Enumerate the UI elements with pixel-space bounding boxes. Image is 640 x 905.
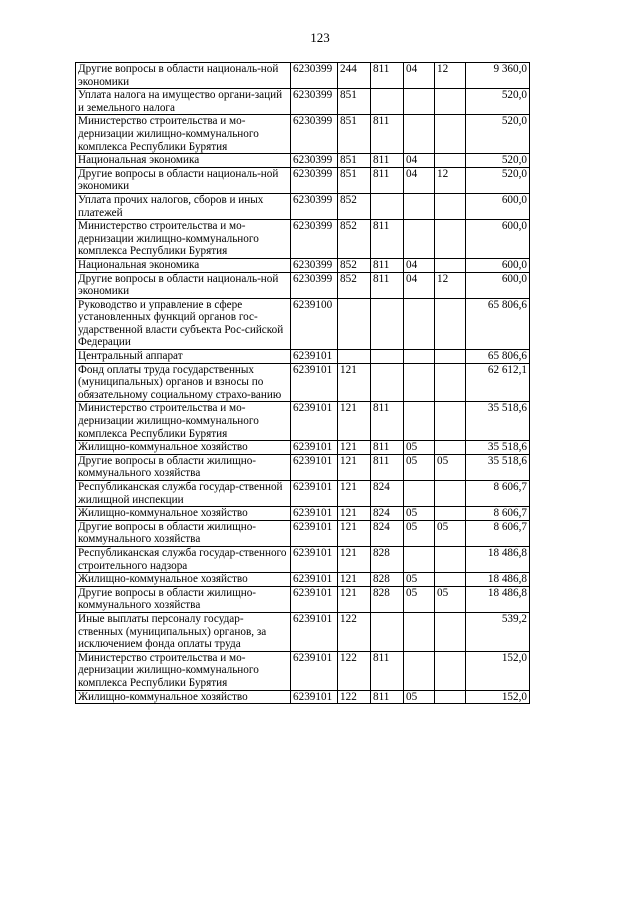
cell-expense-type: 851 xyxy=(338,115,371,154)
cell-target-article: 6230399 xyxy=(291,89,338,115)
table-row xyxy=(76,573,530,587)
cell-subsection xyxy=(435,573,466,587)
cell-sum: 520,0 xyxy=(466,167,530,193)
cell-sum: 18 486,8 xyxy=(466,546,530,572)
table-row xyxy=(76,612,530,651)
cell-section: 05 xyxy=(404,441,435,455)
cell-administrator xyxy=(371,363,404,402)
cell-section xyxy=(404,89,435,115)
cell-sum: 539,2 xyxy=(466,612,530,651)
cell-administrator: 811 xyxy=(371,115,404,154)
cell-sum: 65 806,6 xyxy=(466,298,530,349)
cell-subsection xyxy=(435,690,466,704)
cell-name: Иные выплаты персоналу государ-ственных (муниципальных) органов, за исключением фонда оплаты труда xyxy=(76,612,291,651)
cell-expense-type: 121 xyxy=(338,454,371,480)
cell-subsection xyxy=(435,115,466,154)
cell-section: 04 xyxy=(404,272,435,298)
cell-name: Другие вопросы в области националь-ной экономики xyxy=(76,167,291,193)
cell-sum: 8 606,7 xyxy=(466,520,530,546)
cell-sum: 600,0 xyxy=(466,258,530,272)
cell-target-article: 6239101 xyxy=(291,350,338,364)
cell-sum: 62 612,1 xyxy=(466,363,530,402)
table-row xyxy=(76,154,530,168)
cell-expense-type: 121 xyxy=(338,573,371,587)
cell-subsection xyxy=(435,546,466,572)
cell-target-article: 6230399 xyxy=(291,115,338,154)
cell-subsection xyxy=(435,363,466,402)
cell-expense-type: 852 xyxy=(338,220,371,259)
cell-name: Уплата прочих налогов, сборов и иных платежей xyxy=(76,193,291,219)
budget-table xyxy=(75,62,530,704)
cell-name: Фонд оплаты труда государственных (муниципальных) органов и взносы по обязательному социальному страхо-ванию xyxy=(76,363,291,402)
cell-administrator xyxy=(371,612,404,651)
cell-target-article: 6239101 xyxy=(291,441,338,455)
cell-sum: 65 806,6 xyxy=(466,350,530,364)
cell-section: 05 xyxy=(404,520,435,546)
cell-administrator: 811 xyxy=(371,167,404,193)
cell-target-article: 6239101 xyxy=(291,546,338,572)
cell-name: Национальная экономика xyxy=(76,154,291,168)
table-row xyxy=(76,402,530,441)
cell-target-article: 6230399 xyxy=(291,258,338,272)
table-row xyxy=(76,586,530,612)
table-row xyxy=(76,690,530,704)
cell-name: Жилищно-коммунальное хозяйство xyxy=(76,690,291,704)
cell-target-article: 6239101 xyxy=(291,507,338,521)
cell-administrator: 824 xyxy=(371,481,404,507)
cell-name: Другие вопросы в области жилищно-коммунального хозяйства xyxy=(76,520,291,546)
cell-subsection xyxy=(435,89,466,115)
cell-administrator: 811 xyxy=(371,441,404,455)
cell-name: Министерство строительства и мо-дернизации жилищно-коммунального комплекса Республики Бурятия xyxy=(76,220,291,259)
cell-administrator: 811 xyxy=(371,272,404,298)
cell-section xyxy=(404,481,435,507)
cell-sum: 35 518,6 xyxy=(466,441,530,455)
cell-target-article: 6230399 xyxy=(291,193,338,219)
cell-administrator: 811 xyxy=(371,220,404,259)
cell-target-article: 6239100 xyxy=(291,298,338,349)
cell-administrator: 828 xyxy=(371,586,404,612)
cell-subsection: 12 xyxy=(435,63,466,89)
cell-subsection xyxy=(435,481,466,507)
budget-table-body xyxy=(76,63,530,704)
cell-administrator: 828 xyxy=(371,546,404,572)
cell-section xyxy=(404,651,435,690)
table-row xyxy=(76,193,530,219)
cell-section xyxy=(404,220,435,259)
cell-name: Жилищно-коммунальное хозяйство xyxy=(76,573,291,587)
cell-administrator: 811 xyxy=(371,402,404,441)
cell-administrator: 811 xyxy=(371,63,404,89)
cell-sum: 600,0 xyxy=(466,193,530,219)
cell-target-article: 6239101 xyxy=(291,520,338,546)
cell-expense-type: 121 xyxy=(338,363,371,402)
cell-name: Министерство строительства и мо-дернизации жилищно-коммунального комплекса Республики Бурятия xyxy=(76,115,291,154)
cell-sum: 152,0 xyxy=(466,690,530,704)
table-row xyxy=(76,520,530,546)
cell-sum: 18 486,8 xyxy=(466,573,530,587)
cell-expense-type: 852 xyxy=(338,258,371,272)
cell-section xyxy=(404,546,435,572)
cell-administrator: 811 xyxy=(371,651,404,690)
cell-expense-type: 121 xyxy=(338,546,371,572)
cell-subsection: 05 xyxy=(435,586,466,612)
cell-expense-type: 121 xyxy=(338,481,371,507)
cell-sum: 35 518,6 xyxy=(466,402,530,441)
table-row xyxy=(76,63,530,89)
cell-sum: 8 606,7 xyxy=(466,481,530,507)
cell-target-article: 6230399 xyxy=(291,272,338,298)
cell-administrator: 811 xyxy=(371,258,404,272)
cell-sum: 152,0 xyxy=(466,651,530,690)
cell-name: Министерство строительства и мо-дернизации жилищно-коммунального комплекса Республики Бурятия xyxy=(76,651,291,690)
cell-target-article: 6230399 xyxy=(291,63,338,89)
cell-expense-type: 122 xyxy=(338,612,371,651)
cell-expense-type xyxy=(338,350,371,364)
cell-name: Уплата налога на имущество органи-заций и земельного налога xyxy=(76,89,291,115)
cell-sum: 520,0 xyxy=(466,89,530,115)
cell-expense-type: 121 xyxy=(338,507,371,521)
cell-sum: 18 486,8 xyxy=(466,586,530,612)
cell-section: 04 xyxy=(404,154,435,168)
cell-sum: 520,0 xyxy=(466,115,530,154)
cell-section: 05 xyxy=(404,573,435,587)
table-row xyxy=(76,481,530,507)
cell-sum: 8 606,7 xyxy=(466,507,530,521)
cell-section: 05 xyxy=(404,690,435,704)
cell-sum: 600,0 xyxy=(466,220,530,259)
cell-subsection xyxy=(435,193,466,219)
cell-administrator: 824 xyxy=(371,507,404,521)
cell-expense-type: 121 xyxy=(338,520,371,546)
cell-section xyxy=(404,193,435,219)
cell-name: Жилищно-коммунальное хозяйство xyxy=(76,507,291,521)
cell-section xyxy=(404,612,435,651)
cell-target-article: 6230399 xyxy=(291,167,338,193)
cell-target-article: 6239101 xyxy=(291,586,338,612)
cell-section: 04 xyxy=(404,258,435,272)
cell-administrator: 811 xyxy=(371,154,404,168)
cell-target-article: 6239101 xyxy=(291,481,338,507)
cell-name: Национальная экономика xyxy=(76,258,291,272)
table-row xyxy=(76,350,530,364)
cell-administrator xyxy=(371,350,404,364)
cell-subsection xyxy=(435,298,466,349)
cell-target-article: 6230399 xyxy=(291,154,338,168)
cell-subsection xyxy=(435,220,466,259)
cell-administrator xyxy=(371,193,404,219)
cell-target-article: 6239101 xyxy=(291,690,338,704)
table-row xyxy=(76,89,530,115)
cell-section xyxy=(404,298,435,349)
table-row xyxy=(76,167,530,193)
cell-subsection xyxy=(435,441,466,455)
cell-section xyxy=(404,350,435,364)
cell-name: Центральный аппарат xyxy=(76,350,291,364)
cell-subsection xyxy=(435,258,466,272)
table-row xyxy=(76,220,530,259)
cell-expense-type: 852 xyxy=(338,272,371,298)
cell-sum: 35 518,6 xyxy=(466,454,530,480)
cell-administrator: 811 xyxy=(371,690,404,704)
cell-administrator xyxy=(371,89,404,115)
cell-section: 05 xyxy=(404,507,435,521)
cell-administrator: 824 xyxy=(371,520,404,546)
cell-name: Министерство строительства и мо-дернизации жилищно-коммунального комплекса Республики Бурятия xyxy=(76,402,291,441)
cell-target-article: 6230399 xyxy=(291,220,338,259)
cell-section: 05 xyxy=(404,454,435,480)
cell-expense-type: 851 xyxy=(338,89,371,115)
cell-subsection: 05 xyxy=(435,454,466,480)
cell-name: Республиканская служба государ-ственного строительного надзора xyxy=(76,546,291,572)
cell-subsection xyxy=(435,154,466,168)
table-row xyxy=(76,507,530,521)
table-row xyxy=(76,651,530,690)
cell-target-article: 6239101 xyxy=(291,612,338,651)
table-row xyxy=(76,115,530,154)
cell-target-article: 6239101 xyxy=(291,402,338,441)
cell-name: Другие вопросы в области жилищно-коммунального хозяйства xyxy=(76,586,291,612)
cell-subsection xyxy=(435,402,466,441)
cell-name: Жилищно-коммунальное хозяйство xyxy=(76,441,291,455)
table-row xyxy=(76,363,530,402)
cell-expense-type: 851 xyxy=(338,167,371,193)
cell-expense-type: 121 xyxy=(338,441,371,455)
table-row xyxy=(76,441,530,455)
cell-target-article: 6239101 xyxy=(291,363,338,402)
cell-expense-type: 244 xyxy=(338,63,371,89)
page-number: 123 xyxy=(310,30,330,45)
cell-section xyxy=(404,402,435,441)
cell-section: 04 xyxy=(404,63,435,89)
cell-expense-type: 121 xyxy=(338,402,371,441)
cell-section: 05 xyxy=(404,586,435,612)
cell-expense-type: 122 xyxy=(338,651,371,690)
cell-administrator: 811 xyxy=(371,454,404,480)
cell-expense-type: 121 xyxy=(338,586,371,612)
cell-expense-type: 122 xyxy=(338,690,371,704)
cell-sum: 9 360,0 xyxy=(466,63,530,89)
cell-expense-type xyxy=(338,298,371,349)
table-row xyxy=(76,454,530,480)
cell-expense-type: 852 xyxy=(338,193,371,219)
cell-name: Республиканская служба государ-ственной жилищной инспекции xyxy=(76,481,291,507)
table-row xyxy=(76,298,530,349)
cell-subsection: 12 xyxy=(435,167,466,193)
cell-administrator: 828 xyxy=(371,573,404,587)
cell-section xyxy=(404,363,435,402)
cell-administrator xyxy=(371,298,404,349)
cell-target-article: 6239101 xyxy=(291,454,338,480)
cell-subsection xyxy=(435,612,466,651)
cell-target-article: 6239101 xyxy=(291,573,338,587)
cell-subsection xyxy=(435,507,466,521)
cell-subsection xyxy=(435,350,466,364)
table-row xyxy=(76,272,530,298)
cell-expense-type: 851 xyxy=(338,154,371,168)
cell-name: Другие вопросы в области жилищно-коммунального хозяйства xyxy=(76,454,291,480)
table-row xyxy=(76,258,530,272)
cell-section xyxy=(404,115,435,154)
cell-sum: 600,0 xyxy=(466,272,530,298)
cell-subsection xyxy=(435,651,466,690)
cell-subsection: 05 xyxy=(435,520,466,546)
cell-target-article: 6239101 xyxy=(291,651,338,690)
cell-name: Руководство и управление в сфере установленных функций органов гос-ударственной власти субъекта Рос-сийской Федерации xyxy=(76,298,291,349)
cell-name: Другие вопросы в области националь-ной экономики xyxy=(76,63,291,89)
cell-sum: 520,0 xyxy=(466,154,530,168)
table-row xyxy=(76,546,530,572)
cell-name: Другие вопросы в области националь-ной экономики xyxy=(76,272,291,298)
cell-section: 04 xyxy=(404,167,435,193)
cell-subsection: 12 xyxy=(435,272,466,298)
